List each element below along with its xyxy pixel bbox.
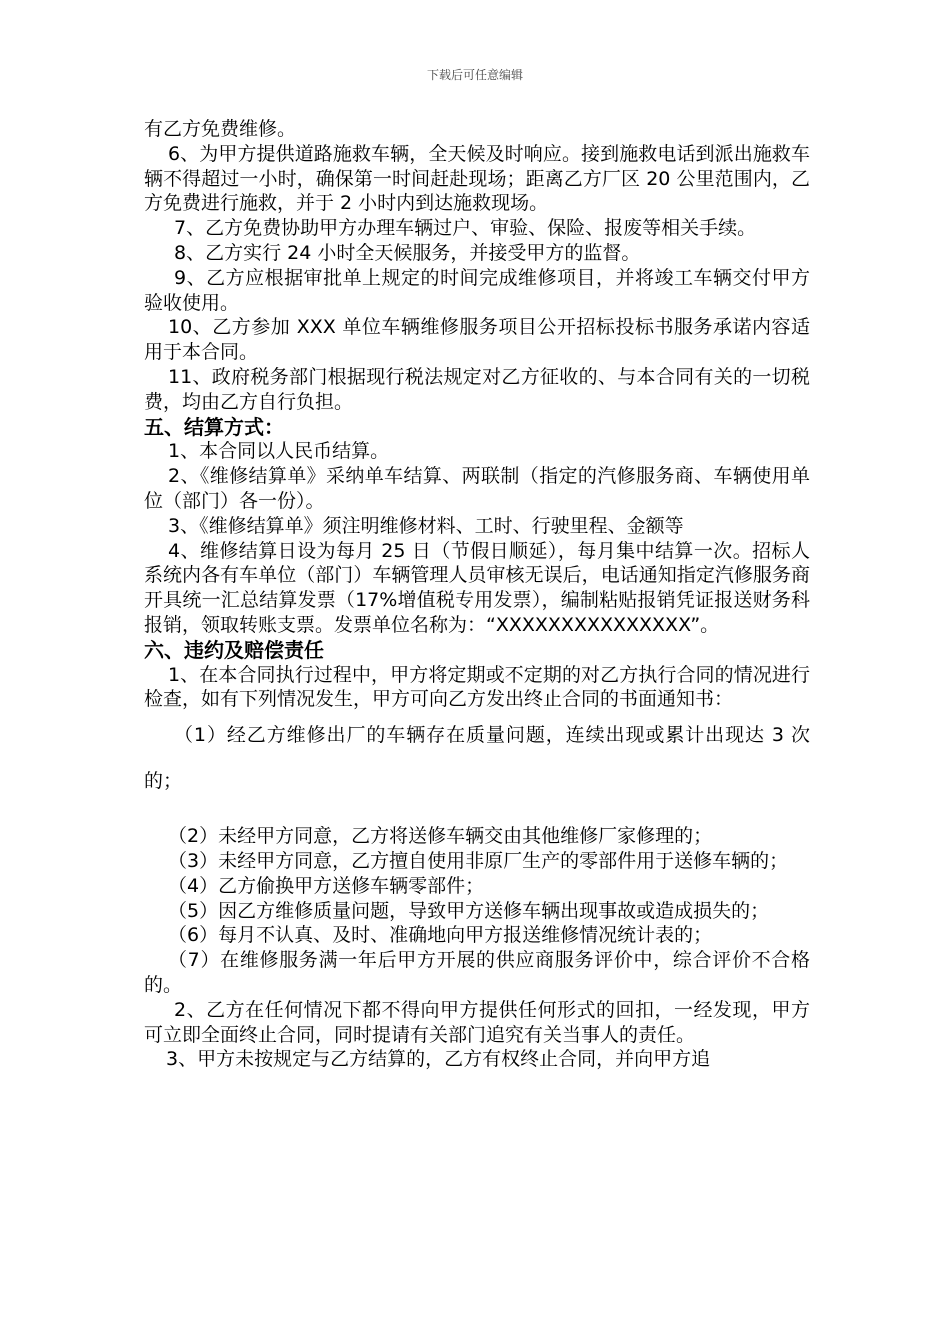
section-heading: 五、结算方式： <box>144 414 284 439</box>
document-body <box>144 117 810 1072</box>
paragraph: 3、《维修结算单》须注明维修材料、工时、行驶里程、金额等 <box>168 514 684 537</box>
paragraph: 8、乙方实行 24 小时全天候服务，并接受甲方的监督。 <box>174 241 641 264</box>
paragraph: 1、本合同以人民币结算。 <box>168 440 390 463</box>
list-item: （6）每月不认真、及时、准确地向甲方报送维修情况统计表的； <box>168 924 713 947</box>
paragraph: 11、政府税务部门根据现行税法规定对乙方征收的、与本合同有关的一切税费，均由乙方自行负担。 <box>144 365 810 413</box>
list-item: （1）经乙方维修出厂的车辆存在质量问题，连续出现或累计出现达 3 次的； <box>144 724 810 793</box>
paragraph: 2、《维修结算单》采纳单车结算、两联制（指定的汽修服务商、车辆使用单位（部门）各一份）。 <box>144 465 810 512</box>
page-header: 下载后可任意编辑 <box>426 68 523 82</box>
paragraph: 6、为甲方提供道路施救车辆，全天候及时响应。接到施救电话到派出施救车辆不得超过一小时，确保第一时间赶赴现场；距离乙方厂区 20 公里范围内，乙方免费进行施救，并于 2 小时内到达施救现场。 <box>144 142 810 215</box>
list-item: （2）未经甲方同意，乙方将送修车辆交由其他维修厂家修理的； <box>168 825 713 848</box>
section-heading: 六、违约及赔偿责任 <box>144 637 324 662</box>
paragraph: 7、乙方免费协助甲方办理车辆过户、审验、保险、报废等相关手续。 <box>174 217 757 240</box>
paragraph: 3、甲方未按规定与乙方结算的，乙方有权终止合同，并向甲方追 <box>166 1048 711 1071</box>
list-item: （7）在维修服务满一年后甲方开展的供应商服务评价中，综合评价不合格的。 <box>144 949 810 996</box>
list-item: （3）未经甲方同意，乙方擅自使用非原厂生产的零部件用于送修车辆的； <box>168 849 789 872</box>
paragraph: 1、在本合同执行过程中，甲方将定期或不定期的对乙方执行合同的情况进行检查，如有下列情况发生，甲方可向乙方发出终止合同的书面通知书： <box>144 663 810 711</box>
list-item: （5）因乙方维修质量问题，导致甲方送修车辆出现事故或造成损失的； <box>168 899 770 922</box>
paragraph: 9、乙方应根据审批单上规定的时间完成维修项目，并将竣工车辆交付甲方验收使用。 <box>144 266 810 314</box>
paragraph: 10、乙方参加 XXX 单位车辆维修服务项目公开招标投标书服务承诺内容适用于本合同。 <box>144 316 810 364</box>
paragraph: 2、乙方在任何情况下都不得向甲方提供任何形式的回扣，一经发现，甲方可立即全面终止合同，同时提请有关部门追究有关当事人的责任。 <box>144 998 810 1046</box>
paragraph: 4、维修结算日设为每月 25 日（节假日顺延），每月集中结算一次。招标人系统内各有车单位（部门）车辆管理人员审核无误后，电话通知指定汽修服务商开具统一汇总结算发票（17%增值税专用发票），编制粘贴报销凭证报送财务科报销，领取转账支票。发票单位名称为：“XXXXXXXXXXXXXXX”。 <box>144 539 810 636</box>
paragraph: 有乙方免费维修。 <box>144 118 297 140</box>
list-item: （4）乙方偷换甲方送修车辆零部件； <box>168 874 485 897</box>
